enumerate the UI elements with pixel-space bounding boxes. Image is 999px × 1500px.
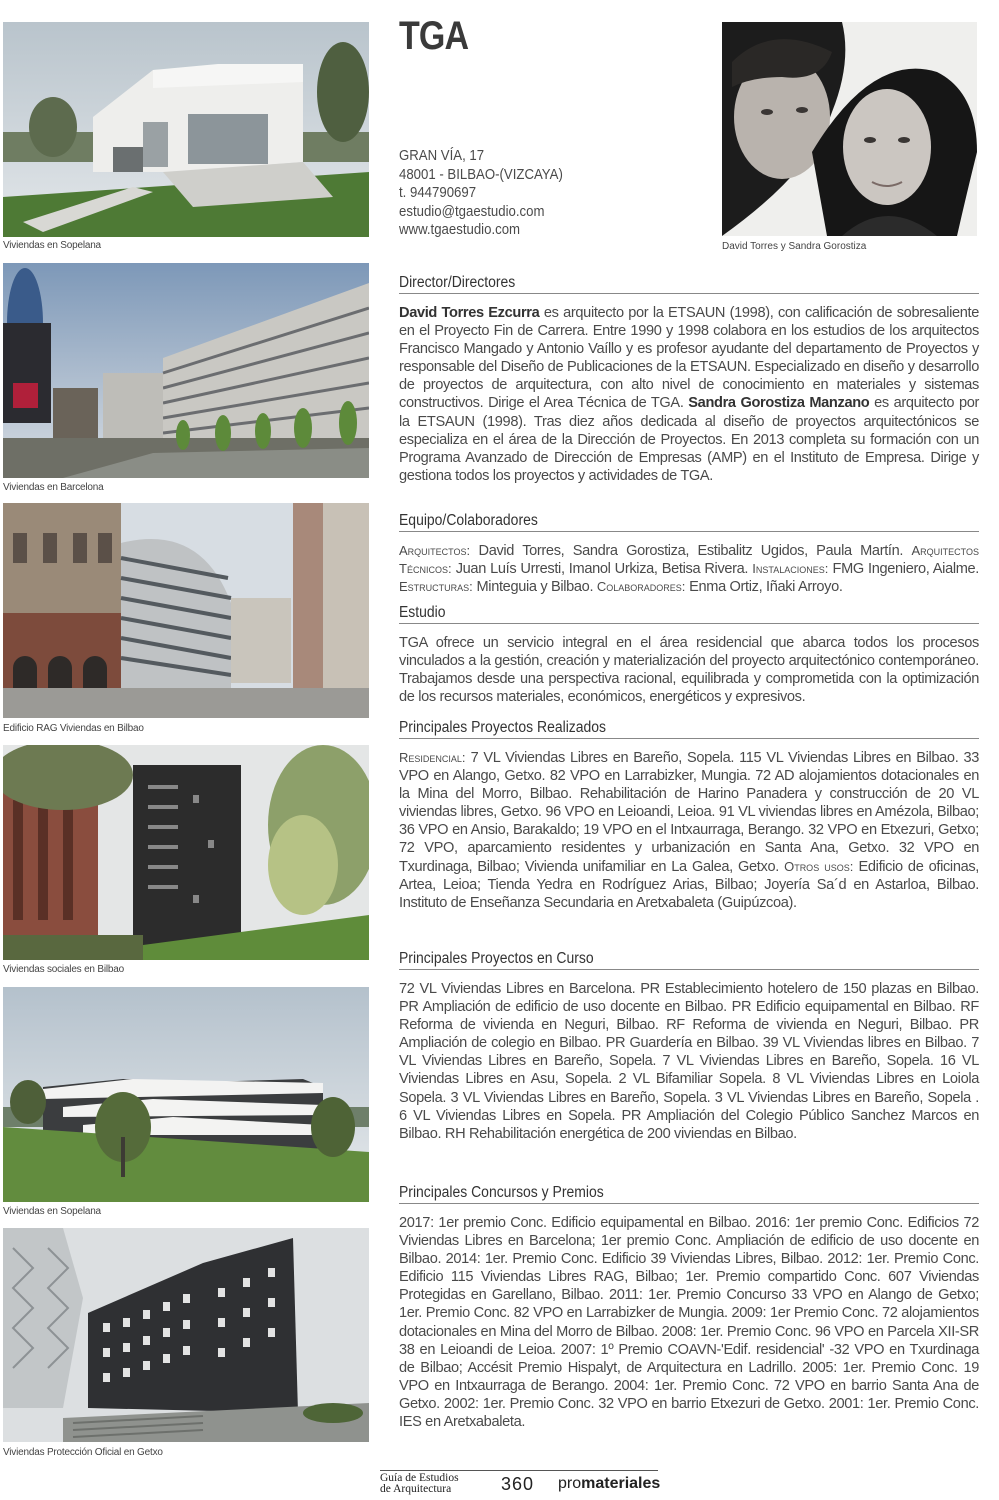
team-text: Arquitectos: David Torres, Sandra Gorostiza, Estibalitz Ugidos, Paula Martín. Arquitectos Técnicos: Juan Luís Urresti, Imanol Urkiza, Betisa Rivera. Instalaciones: FMG Ingeniero, Aialme. Estructuras: Minteguia y Bilbao. Colaboradores: Enma Ortiz, Iñaki Arroyo.	[399, 543, 980, 596]
director-name: David Torres Ezcurra	[399, 305, 540, 321]
brand-logo: promateriales	[558, 1475, 661, 1492]
project-photo-2	[3, 263, 369, 478]
phone: t. 944790697	[399, 184, 477, 201]
awards-text: 2017: 1er premio Conc. Edificio equipamental en Bilbao. 2016: 1er premio Conc. Edificios 72 Viviendas Libres en Barcelona; 1er premio Conc. Ampliación de edificio de uso docente en Bilbao. 2014: 1er. Premio Conc. Edificio 39 Viviendas Libres, Bilbao. 2012: 1er. Premio Conc. Edificio 115 Viviendas Libres RAG, Bilbao; 1er. Premio compartido Conc. 607 Viviendas Protegidas en Garellano, Bilbao. 2011: 1er. Premio Concurso 33 VPO en Alango de Getxo; 1er. Premio Conc. 82 VPO en Larrabizker de Mungia. 2009: 1er Premio Conc. 72 alojamientos dotacionales en Mina del Morro de Bilbao. 2008: 1er. Premio Conc. 96 VPO en Parcela XII-SR 38 en Leioandi de Leioa. 2007: 1º Premio COAVN-'Edif. residencial' -32 VPO en Txurdinaga de Bilbao; Accésit Premio Hispalyt, de Arquitectura en Ladrillo. 2005: 1er. Premio Conc. 19 VPO en Intxaurraga de Berango. 2004: 1er. Premio Conc. 72 VPO en barrio Santa Ana de Getxo. 2002: 1er. Premio Conc. 32 VPO en barrio Etxezuri de Getxo. 2001: 1er. Premio Conc. IES en Aretxabaleta.	[399, 1215, 979, 1431]
portrait-caption: David Torres y Sandra Gorostiza	[722, 241, 867, 252]
section-heading-ongoing: Principales Proyectos en Curso	[399, 950, 979, 970]
photo-caption: Viviendas en Barcelona	[3, 482, 104, 493]
ongoing-text: 72 VL Viviendas Libres en Barcelona. PR Establecimiento hotelero de 150 plazas en Bilbao. PR Ampliación de edificio de uso docente en Bilbao. PR Edificio equipamental en Bilbao. RF Reforma de vivienda en Neguri, Bilbao. RF Reforma de vivienda en Neguri, Bilbao. PR Ampliación de colegio en Bilbao. PR Guardería en Bilbao. 39 VL Viviendas libres en Bilbao. 7 VL Viviendas Libres en Bareño, Sopela. 7 VL Viviendas Libres en Bareño, Sopela. 16 VL Viviendas Libres en Asu, Sopela. 2 VL Bifamiliar Sopela. 8 VL Viviendas Libres en Loiola Sopela. 3 VL Viviendas Libres en Bareño, Sopela. 3 VL Viviendas Libres en Bareño, Sopela . 6 VL Viviendas Libres en Sopela. PR Ampliación del Colegio Público Sanchez Marcos en Bilbao. RH Rehabilitación energética de 200 viviendas en Bilbao.	[399, 981, 979, 1142]
page-number: 360	[501, 1474, 535, 1494]
directors-portrait	[722, 22, 977, 236]
city: 48001 - BILBAO-(VIZCAYA)	[399, 165, 563, 183]
photo-caption: Edificio RAG Viviendas en Bilbao	[3, 723, 144, 734]
project-photo-4	[3, 745, 369, 960]
website[interactable]: www.tgaestudio.com	[399, 221, 521, 238]
project-photo-5	[3, 987, 369, 1202]
photo-caption: Viviendas en Sopelana	[3, 1206, 101, 1217]
directors-text: David Torres Ezcurra es arquitecto por la ETSAUN (1998), con calificación de sobresaliente en el Proyecto Fin de Carrera. Entre 1990 y 1998 colabora en los estudios de los arquitectos Francisco Mangado y Antonio Vaíllo y es profesor ayudante del departamento de Proyectos y responsable del Diseño de Publicaciones de la ETSAUN. Especializado en diseño y desarrollo de proyectos de arquitectura, con alto nivel de conocimiento en materiales y sistemas constructivos. Dirige el Area Técnica de TGA. Sandra Gorostiza Manzano es arquitecto por la ETSAUN (1998). Tras diez años dedicada al diseño de proyectos arquitectónicos se especializa en el área de la Dirección de Proyectos. En 2013 completa su formación con un Programa Avanzado de Dirección de Empresas (AMP) en el Instituto de Empresa. Dirige y gestiona todos los proyectos y actividades de TGA.	[399, 305, 979, 484]
photo-caption: Viviendas sociales en Bilbao	[3, 964, 124, 975]
address: GRAN VÍA, 17	[399, 147, 485, 164]
footer-rule	[380, 1470, 658, 1471]
photo-caption: Viviendas Protección Oficial en Getxo	[3, 1447, 163, 1458]
section-heading-directors: Director/Directores	[399, 274, 979, 294]
project-photo-1	[3, 22, 369, 237]
director-name: Sandra Gorostiza Manzano	[688, 395, 870, 412]
contact-block	[399, 147, 563, 240]
section-heading-studio: Estudio	[399, 604, 979, 624]
page-title: TGA	[399, 14, 469, 58]
realized-text: Residencial: 7 VL Viviendas Libres en Bareño, Sopela. 115 VL Viviendas Libres en Bilbao. 33 VPO en Alango, Getxo. 82 VPO en Larrabizker, Mungia. 72 AD alojamientos dotacionales en la Mina del Morro, Bilbao. Rehabilitación de Harino Panadera y construcción de 20 VL viviendas libres, Getxo. 96 VPO en Leioandi, Leioa. 91 VL viviendas libres en Amézola, Bilbao; 36 VPO en Ansio, Barakaldo; 19 VPO en el Intxaurraga, Berango. 32 VPO en Etxezuri, Getxo; 72 VPO, aparcamiento residentes y urbanización en Santa Ana, Getxo. 32 VPO en Txurdinaga, Bilbao; Vivienda unifamiliar en La Galea, Getxo. Otros usos: Edificio de oficinas, Artea, Leioa; Tienda Yedra en Rodríguez Arias, Bilbao; Joyería Sa´d en Astarloa, Bilbao. Instituto de Enseñanza Secundaria en Aretxabaleta (Guipúzcoa).	[399, 750, 980, 911]
studio-text: TGA ofrece un servicio integral en el área residencial que abarca todos los procesos vinculados a la gestión, creación y materialización del proyecto arquitectónico contemporáneo. Trabajamos desde una perspectiva racional, equilibrada y comprometida con la optimización de los recursos materiales, económicos, energéticos y expresivos.	[399, 635, 979, 706]
project-photo-3	[3, 503, 369, 718]
section-heading-team: Equipo/Colaboradores	[399, 512, 979, 532]
email[interactable]: estudio@tgaestudio.com	[399, 202, 545, 220]
section-heading-awards: Principales Concursos y Premios	[399, 1184, 979, 1204]
guide-title: Guía de Estudios de Arquitectura	[380, 1472, 459, 1495]
project-photo-6	[3, 1228, 369, 1442]
section-heading-realized: Principales Proyectos Realizados	[399, 719, 979, 739]
photo-caption: Viviendas en Sopelana	[3, 240, 101, 251]
